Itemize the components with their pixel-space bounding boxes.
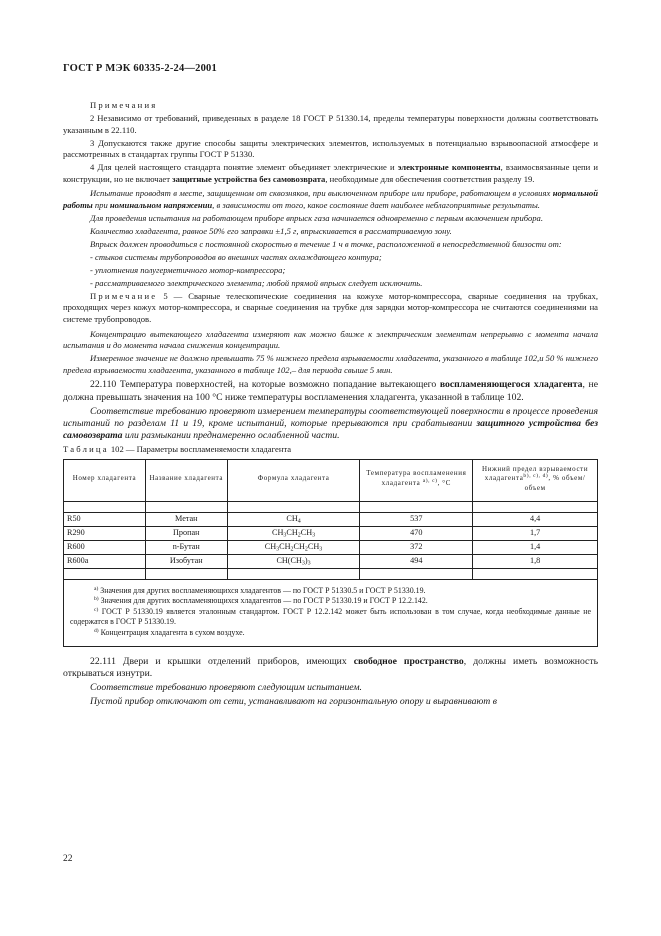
footnote: $^{а)}$ Значения для других воспламеняющихся хладагентов — по ГОСТ Р 51330.5 и ГОСТ Р 51330.19.	[94, 585, 426, 595]
term-electronic-components: электронные компоненты	[397, 162, 501, 173]
header-name: Название хладагента	[145, 459, 227, 501]
list-item: - стыков системы трубопроводов во внешних частях охлаждающего контура;	[90, 251, 382, 262]
test-conditions: Испытание проводят в месте, защищенном от сквозняков, при выключенном приборе или приборе, работающем в условиях нормальной работы при номинальном напряжении, в зависимости от того, какое состояние дает наиболее неблагоприятные результаты.	[63, 188, 598, 210]
test-quantity: Количество хладагента, равное 50% его заправки ±1,5 г, впрыскивается в рассматриваемую зону.	[90, 225, 452, 236]
header-formula: Формула хладагента	[227, 459, 360, 501]
list-item: - рассматриваемого электрического элемента; любой прямой впрыск следует исключить.	[90, 277, 423, 288]
test-injection-rate: Впрыск должен проводиться с постоянной скоростью в течение 1 ч в точке, расположенной в непосредственной близости от:	[90, 238, 562, 249]
formula: $CH_3CH_2CH_3$	[227, 526, 360, 540]
standard-header: ГОСТ Р МЭК 60335-2-24—2001	[63, 63, 217, 74]
term-flammable-refrigerant: воспламеняющегося хладагента	[439, 379, 583, 391]
table-footnotes	[64, 579, 598, 646]
term-rated-voltage: номинальном напряжении	[109, 199, 213, 210]
footnote: $^{b)}$ Значения для других воспламеняющихся хладагентов — по ГОСТ Р 51330.19 и ГОСТ Р 12.2.142.	[94, 596, 428, 606]
concentration-limit: Измеренное значение не должно превышать 75 % нижнего предела взрываемости хладагента, указанного в таблице 102,и 50 % нижнего предела взрываемости хладагента, указанного в таблице 102,– для периода свыше 5 мин.	[63, 353, 598, 375]
list-item: - уплотнения полугерметичного мотор-компрессора;	[90, 264, 286, 275]
header-lower-explosive-limit: Нижний предел взрываемости хладагента$^{b), c), d)}$, % объем/объем	[473, 459, 598, 501]
note-4: 4 Для целей настоящего стандарта понятие элемент объединяет электрические и электронные компоненты, взаимосвязанные цепи и конструкции, но не включает защитные устройства без самовозврата, необходимые для обеспечения соответствия разделу 19.	[63, 162, 598, 184]
header-ignition-temp: Температура воспламенения хладагента $^{а), с)}$, °С	[360, 459, 473, 501]
compliance-22-110: Соответствие требованию проверяют измерением температуры соответствующей поверхности в процессе проведения испытаний по разделам 11 и 19, кроме испытаний, которые прерываются при срабатывании защитного устройства без самовозврата или размыкании преднамеренно ослабленной части.	[63, 405, 599, 442]
formula: $CH_4$	[227, 512, 360, 526]
footnote: $^{c)}$ ГОСТ Р 51330.19 является эталонным стандартом. ГОСТ Р 12.2.142 может быть использован в том случае, когда необходимые данные не содержатся в ГОСТ Р 51330.19.	[70, 606, 591, 627]
clause-22-110: 22.110 Температура поверхностей, на которые возможно попадание вытекающего воспламеняющегося хладагента, не должна превышать значения на 100 °С ниже температуры воспламенения хладагента, указанной в таблице 102.	[63, 379, 598, 403]
term-protective-devices: защитные устройства без самовозврата	[172, 173, 326, 184]
test-procedure: Пустой прибор отключают от сети, устанавливают на горизонтальную опору и выравнивают в	[90, 696, 497, 708]
clause-22-111: 22.111 Двери и крышки отделений приборов, имеющих свободное пространство, должны иметь возможность открываться изнутри.	[63, 656, 599, 680]
note-3: 3 Допускаются также другие способы защиты электрических элементов, используемых в потенциально взрывоопасной атмосфере и рассмотренных в стандартах группы ГОСТ Р 51330.	[63, 137, 598, 160]
test-injection-start: Для проведения испытания на работающем приборе впрыск газа начинается одновременно с первым включением прибора.	[90, 212, 544, 223]
page-body	[63, 100, 598, 710]
table-row: R600a Изобутан $CH(CH_3)_3$ 494 1,8	[64, 554, 598, 568]
table-row: R600 n-Бутан $CH_3CH_2CH_2CH_3$ 372 1,4	[64, 540, 598, 554]
formula: $CH_3CH_2CH_2CH_3$	[227, 540, 360, 554]
footnote: $^{d)}$ Концентрация хладагента в сухом воздухе.	[94, 627, 245, 637]
table-row: R290 Пропан $CH_3CH_2CH_3$ 470 1,7	[64, 526, 598, 540]
page-number: 22	[63, 854, 73, 864]
term-non-self-resetting-device: защитного устройства без самовозврата	[63, 417, 599, 442]
table-caption: Таблица 102 — Параметры воспламеняемости хладагента	[63, 444, 292, 455]
term-normal-operation: нормальной работы	[63, 188, 598, 210]
note-5: Примечание 5 — Сварные телескопические соединения на кожухе мотор-компрессора, сварные соединения на трубках, проходящих через кожух мотор-компрессора, и сварные соединения на трубке для зарядки мотор-компрессора не считаются соединениями на системе трубопроводов.	[63, 290, 598, 324]
concentration-measurement: Концентрацию вытекающего хладагента измеряют как можно ближе к электрическим элементам непрерывно с момента начала испытания и до момента начала снижения концентрации.	[63, 328, 598, 351]
flammability-table	[63, 459, 598, 647]
formula: $CH(CH_3)_3$	[227, 554, 360, 568]
table-row: R50 Метан $CH_4$ 537 4,4	[64, 512, 598, 526]
compliance-22-111: Соответствие требованию проверяют следующим испытанием.	[90, 682, 362, 694]
header-number: Номер хладагента	[64, 459, 146, 501]
term-free-space: свободное пространство	[353, 656, 464, 668]
note-2: 2 Независимо от требований, приведенных в разделе 18 ГОСТ Р 51330.14, пределы температуры поверхности должны соответствовать указанным в 22.110.	[63, 112, 598, 135]
table-header-row	[64, 459, 598, 501]
notes-heading: Примечания	[90, 100, 158, 110]
